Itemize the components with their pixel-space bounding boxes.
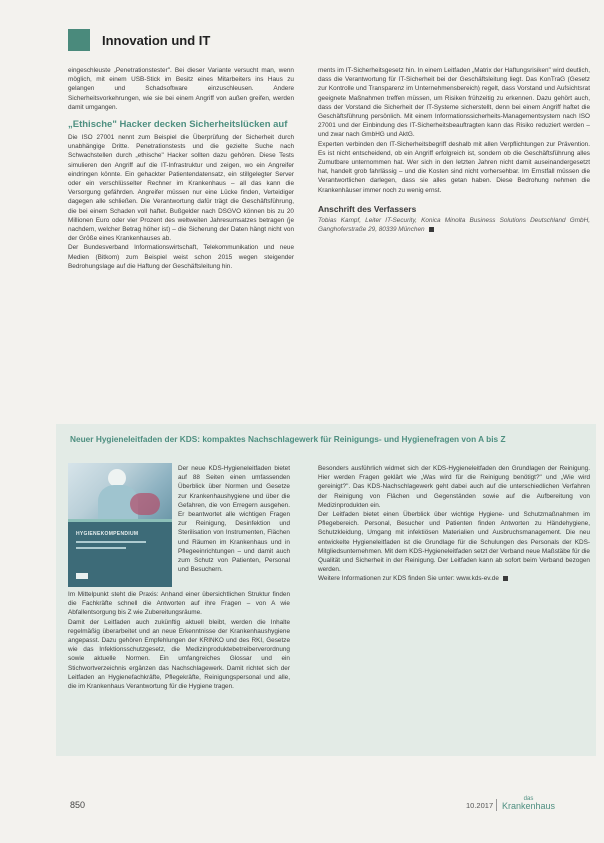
box-paragraph: Damit der Leitfaden auch zukünftig aktuell bleibt, werden die Inhalte regelmäßig überarbeitet und an neue Erkenntnisse der Krankenhaushygiene angepasst. Dazu gehören Empfehlungen der KRINKO und des RKI, Gesetze wie das Infektionsschutzgesetz, die Medizinproduktebetreiberverordnung sowie aktuelle Normen. Ein umfangreiches Glossar und ein Stichwortverzeichnis ergänzen das Nachschlagewerk. Damit richtet sich der Leitfaden an Hygienefachkräfte, Pflegekräfte, Reinigungspersonal und alle, die im Krankenhaus Verantwortung für die Hygiene tragen. bbox=[68, 618, 290, 691]
end-mark-icon bbox=[429, 227, 434, 232]
footer-divider bbox=[496, 799, 497, 811]
book-cover-image bbox=[68, 463, 172, 587]
section-color-marker bbox=[68, 29, 90, 51]
body-paragraph: Experten verbinden den IT-Sicherheitsbegriff deshalb mit allen Verpflichtungen zur Prävention. Es ist nicht entscheidend, ob ein Angriff erfolgreich ist, sondern ob die Geschäftsführung alles Zumutbare unternommen hat. Wer sich in den letzten Jahren nicht damit auseinandergesetzt hat, handelt grob fahrlässig – und die Kosten sind nicht vorhersehbar. Im Ernstfall müssen die Verantwortlichen darlegen, dass sie alles getan haben. Diese Bedrohung nehmen die Krankenhäuser immer noch zu wenig ernst. bbox=[318, 140, 590, 194]
cover-title: HYGIENEKOMPENDIUM bbox=[76, 531, 139, 537]
box-paragraph: Besonders ausführlich widmet sich der KDS-Hygieneleitfaden den Grundlagen der Reinigung. Hier werden Fragen geklärt wie „Was wird für die Reinigung benötigt?" und „Wie wird gereinigt?". Das KDS-Nachschlagewerk geht dabei auch auf die unterschiedlichen Verfahren der Reinigung von Flächen und Gegenständen sowie auf die Aufbereitung von Medizinprodukten ein. bbox=[318, 465, 590, 509]
box-right-column bbox=[318, 464, 590, 754]
body-paragraph: Der Bundesverband Informationswirtschaft, Telekommunikation und neue Medien (Bitkom) zum Beispiel weist schon 2015 wegen steigender Bedrohungslage auf die Haftung der Geschäftsleitung hin. bbox=[68, 244, 294, 270]
box-left-column bbox=[68, 590, 290, 750]
cover-logo bbox=[76, 573, 88, 579]
box-left-wrap-text bbox=[178, 464, 290, 588]
body-paragraph: ments im IT-Sicherheitsgesetz hin. In einem Leitfaden „Matrix der Haftungsrisiken" wird deutlich, dass die Verantwortung für IT-Sicherheit bei der Geschäftsleitung liegt. Das KonTraG (Gesetz zur Kontrolle und Transparenz im Unternehmensbereich) regelt, dass Vorstand und Aufsichtsrat geeignete Maßnahmen treffen müssen, um Risiken frühzeitig zu erkennen. Dazu gehört auch, dass der Vorstand die Sicherheit der IT-Systeme sicherstellt, denn bei einem Angriff haftet die Geschäftsführung persönlich. Mit einem Informationssicherheits-Managementsystem nach ISO 27001 und der Einbindung des IT-Sicherheitsbeauftragten kann das Risiko reduziert werden – und zwar nach GmbHG und AktG. bbox=[318, 67, 590, 139]
logo-top-text: das bbox=[523, 796, 534, 802]
box-paragraph: Der neue KDS-Hygieneleitfaden bietet auf 88 Seiten einen umfassenden Überblick über Normen und Gesetze zur Krankenhaushygiene und über die Gefahren, die von Erregern ausgehen. Er beantwortet alle wichtigen Fragen zur Reinigung, Desinfektion und Sterilisation von Instrumenten, Flächen und Räumen im Krankenhaus und in Pflegeeinrichtungen – und damit auch zum Schutz von Patienten, Personal und Besuchern. bbox=[178, 465, 290, 574]
box-paragraph: Der Leitfaden bietet einen Überblick über wichtige Hygiene- und Schutzmaßnahmen im Pflegebereich. Personal, Besucher und Patienten finden Antworten zu Händehygiene, Schutzkleidung, Umgang mit infektiösen Materialien und Ausbruchsmanagement. Die neu entwickelte Hygieneleitfaden ist die Grundlage für die Schulungen des Personals der KDS-Mitgliedsunternehmen. Mit dem KDS-Hygieneleitfaden setzt der Verband neue Maßstäbe für die Qualität und Sicherheit in der Reinigung. Der Leitfaden kann ab sofort beim Verband bezogen werden. bbox=[318, 511, 590, 574]
cover-stripe bbox=[68, 519, 172, 522]
end-mark-icon bbox=[503, 576, 508, 581]
intro-paragraph: eingeschleuste „Penetrationstester". Bei dieser Variante versucht man, wenn möglich, mit einem USB-Stick im Besitz eines Mitarbeiters ins Haus zu gelangen und Schadsoftware einzuschleusen. Andere Sicherheitsvorkehrungen, wie sie bei einem Angriff von außen greifen, werden damit umgangen. bbox=[68, 67, 294, 111]
author-address-heading: Anschrift des Verfassers bbox=[318, 203, 417, 214]
author-address: Tobias Kampf, Leiter IT-Security, Konica Minolta Business Solutions Deutschland GmbH, Ganghoferstraße 29, 80339 München bbox=[318, 217, 590, 234]
box-paragraph: Weitere Informationen zur KDS finden Sie unter: www.kds-ev.de bbox=[318, 574, 590, 583]
section-title: Innovation und IT bbox=[102, 32, 211, 48]
cover-subtitle-line bbox=[76, 541, 146, 543]
issue-label: 10.2017 bbox=[466, 801, 494, 810]
body-paragraph: Die ISO 27001 nennt zum Beispiel die Überprüfung der Sicherheit durch unabhängige Dritte. Penetrationstests und die gezielte Suche nach Schwachstellen durch „ethische" Hacker sollten dazu gehören. Diese Tests simulieren den Angriff auf die IT-Infrastruktur und zeigen, wo ein Angreifer eindringen könnte. Ein gehackter Patientendatensatz, ein stillgelegter Server oder ein verschlüsselter Rechner im Krankenhaus – all das kann die Versorgung gefährden. Angreifer müssen nur eine Lücke finden, Verteidiger dagegen alle schließen. Die Verantwortung dafür trägt die Geschäftsführung, die bei einem Schaden voll haftet. Bußgelder nach DSGVO können bis zu 20 Millionen Euro oder vier Prozent des weltweiten Jahresumsatzes betragen (je nachdem, welcher Betrag höher ist) – die Sicherung der Daten hängt nicht von der Größe eines Krankenhauses ab. bbox=[68, 134, 294, 243]
magazine-logo bbox=[502, 796, 555, 810]
subheading-ethical-hackers: „Ethische" Hacker decken Sicherheitslücken auf bbox=[68, 119, 288, 131]
right-column bbox=[318, 66, 590, 418]
left-column bbox=[68, 66, 294, 418]
page-number: 850 bbox=[70, 800, 86, 810]
cover-subtitle-line bbox=[76, 547, 126, 549]
cover-figure bbox=[130, 493, 160, 515]
box-paragraph: Im Mittelpunkt steht die Praxis: Anhand einer übersichtlichen Struktur finden die Fachkräfte schnell die Antworten auf ihre Fragen – von A wie Abfallentsorgung bis Z wie Zubereitungsräume. bbox=[68, 591, 290, 617]
info-box-title: Neuer Hygieneleitfaden der KDS: kompaktes Nachschlagewerk für Reinigungs- und Hygienefragen von A bis Z bbox=[70, 434, 506, 444]
section-header bbox=[68, 27, 210, 53]
logo-bottom-text: Krankenhaus bbox=[502, 801, 556, 811]
